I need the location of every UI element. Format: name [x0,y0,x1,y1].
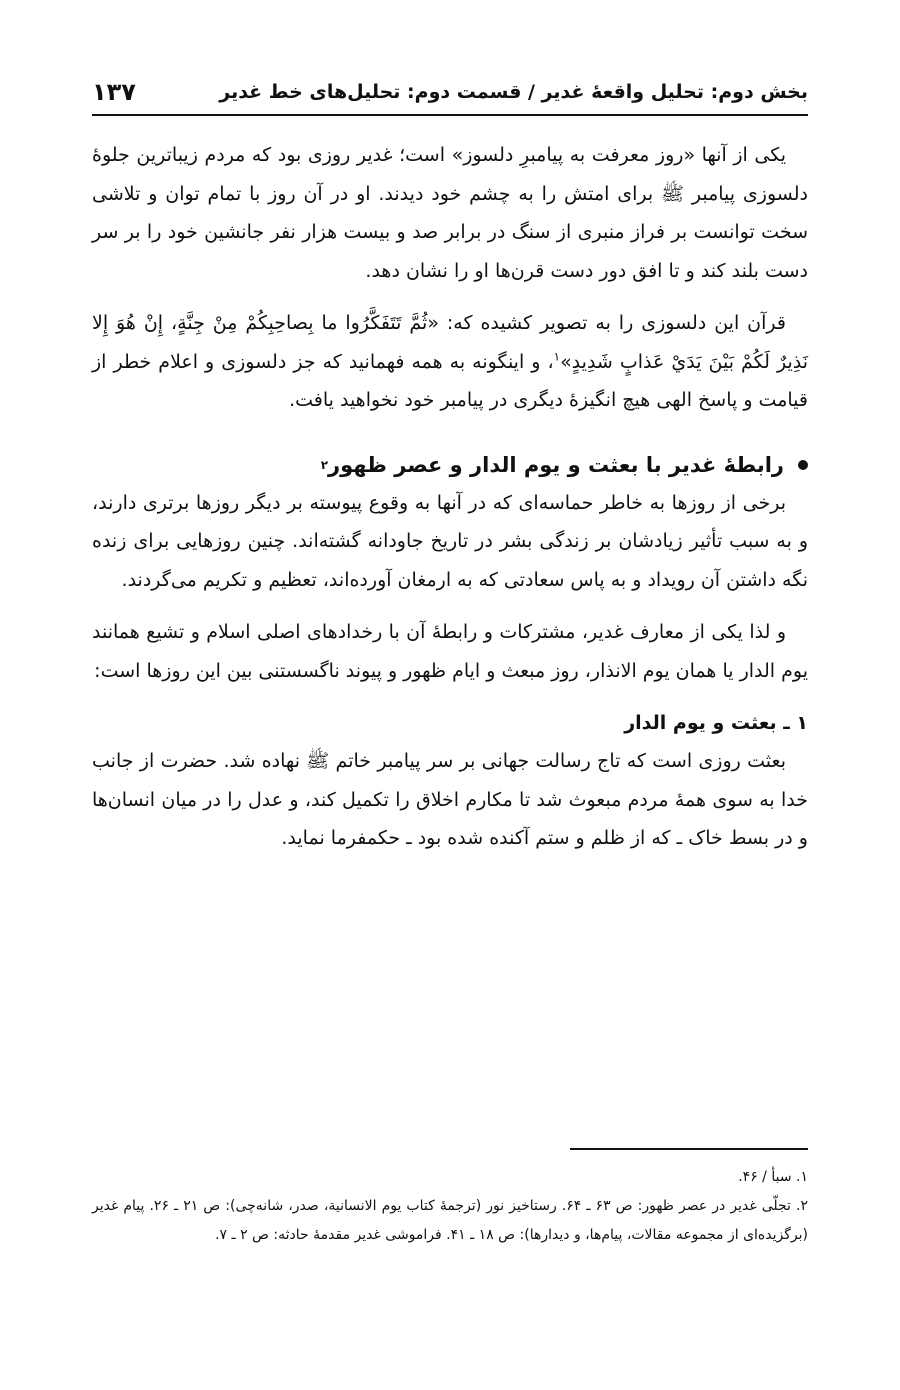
page-number: ۱۳۷ [92,78,136,106]
paragraph-3: برخی از روزها به خاطر حماسه‌ای که در آنها به وقوع پیوسته بر دیگر روزها برتری دارند، و به سبب تأثیر زیادشان بر زندگی بشر در تاریخ جاودانه گشته‌اند. چنین روزهایی برای زنده نگه داشتن آن رویداد و به پاس سعادتی که به ارمغان آورده‌اند، تعظیم و تکریم می‌گردند. [92,491,808,591]
footnote-divider [570,1148,808,1150]
paragraph-2-rest: ، و اینگونه به همه فهمانید که جز دلسوزی و اعلام خطر از قیامت و پاسخ الهی هیچ انگیزهٔ دیگری در پیامبر خود نخواهید یافت. [92,350,808,411]
footnote-ref-1[interactable]: ۱ [553,349,561,364]
quran-quote: قرآن این دلسوزی را به تصویر کشیده که: «ثُمَّ تَتَفَكَّرُوا ما بِصاحِبِكُمْ مِنْ جِنَّةٍ، إِنْ هُوَ إِلا نَذِيرٌ لَكُمْ بَيْنَ يَدَيْ عَذابٍ شَدِيدٍ» [92,312,808,373]
paragraph-2 [92,304,808,420]
footnote-2: ۲. تجلّی غدیر در عصر ظهور: ص ۶۳ ـ ۶۴. رستاخیز نور (ترجمهٔ کتاب یوم الانسانیة، صدر، شانه‌چی): ص ۲۱ ـ ۲۶. پیام غدیر (برگزیده‌ای از مجموعه مقالات، پیام‌ها، و دیدارها): ص ۱۸ ـ ۴۱. فراموشی غدیر مقدمهٔ حادثه: ص ۲ ـ ۷. [92,1198,808,1243]
running-header [92,70,808,116]
paragraph-1: یکی از آنها «روز معرفت به پیامبرِ دلسوز» است؛ غدیر روزی بود که مردم زیباترین جلوهٔ دلسوزی پیامبر ﷺ برای امتش را به چشم خود دیدند. او در آن روز با تمام توان و تلاشی سخت توانست بر فراز منبری از سنگ در برابر صد و بیست هزار نفر جانشین خود را بر سر دست بلند کند و تا افق دور دست قرن‌ها او را نشان دهد. [92,144,808,282]
section-heading: رابطهٔ غدیر با بعثت و یوم الدار و عصر ظهور ۲ [92,446,808,484]
footnotes [92,1163,808,1250]
bullet-icon [798,460,808,470]
page-body [92,136,808,872]
section-heading-text: رابطهٔ غدیر با بعثت و یوم الدار و عصر ظهور [328,452,784,477]
sub-heading: ۱ ـ بعثت و یوم الدار [624,712,808,734]
paragraph-4: و لذا یکی از معارف غدیر، مشترکات و رابطهٔ آن با رخدادهای اصلی اسلام و تشیع همانند یوم الدار یا همان یوم الانذار، روز مبعث و ایام ظهور و پیوند ناگسستنی بین این روزها است: [92,621,808,682]
paragraph-5: بعثت روزی است که تاج رسالت جهانی بر سر پیامبر خاتم ﷺ نهاده شد. حضرت از جانب خدا به سوی همهٔ مردم مبعوث شد تا مکارم اخلاق را تکمیل کند، و عدل را در میان انسان‌ها و در بسط خاک ـ که از ظلم و ستم آکنده شده بود ـ حکمفرما نماید. [92,750,808,849]
footnote-1: ۱. سبأ / ۴۶. [738,1169,808,1185]
header-title: بخش دوم: تحلیل واقعهٔ غدیر / قسمت دوم: تحلیل‌های خط غدیر [219,81,808,103]
